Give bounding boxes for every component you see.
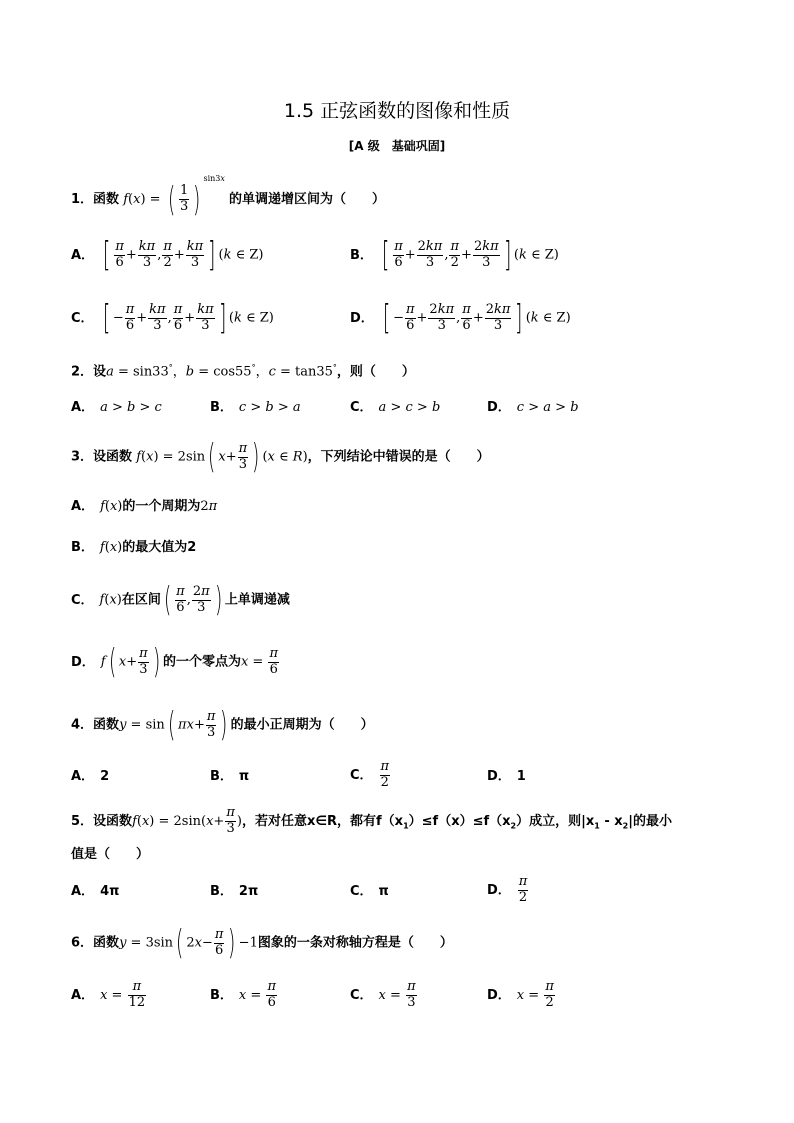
question-4-option-d[interactable]: D． 1 [487, 769, 526, 784]
question-6-option-d[interactable]: D． x = $\frac{\pi}{2}$ [487, 979, 554, 1010]
question-2-option-c[interactable]: C． a > c > b [350, 400, 441, 415]
question-6-stem: 6．函数y = 3sin( 2x− $\frac{\pi}{6}$ ) −1图象的一条对称轴方程是（ ） [71, 923, 453, 963]
page-title: 1.5 正弦函数的图像和性质 [283, 100, 511, 122]
question-1-option-b[interactable]: B． [ $\frac{\pi}{6}$ + $\frac{2k\pi}{3}$ , $\frac{\pi}{2}$ + $\frac{2k\pi}{3}$ ] (k ∈ Z) [350, 235, 559, 275]
question-3-option-d[interactable]: D． f( x+ $\frac{\pi}{3}$ ) 的一个零点为x = $\frac{\pi}{6}$ [71, 642, 279, 682]
question-3-option-b[interactable]: B． f(x)的最大值为2 [71, 540, 197, 555]
question-4-option-a[interactable]: A． 2 [71, 769, 110, 784]
question-3-option-c[interactable]: C． f(x)在区间( $\frac{\pi}{6}$ , $\frac{2\pi}{3}$ ) 上单调递减 [71, 580, 290, 620]
question-4-stem: 4．函数y = sin( πx+ $\frac{\pi}{3}$ ) 的最小正周期为（ ） [71, 705, 374, 745]
question-2-option-d[interactable]: D． c > a > b [487, 400, 579, 415]
question-4-option-c[interactable]: C． $\frac{\pi}{2}$ [350, 759, 390, 790]
question-5-option-d[interactable]: D． $\frac{\pi}{2}$ [487, 874, 528, 905]
question-5-stem: 5．设函数f(x) = 2sin(x+ $\frac{\pi}{3}$ )，若对任意x∈R，都有$f(x_1)\le f(x)\le f(x_2)$成立，则$|x_1 - x_2|$的最小 [71, 805, 672, 836]
question-1-option-d[interactable]: D． [ − $\frac{\pi}{6}$ + $\frac{2k\pi}{3}$ , $\frac{\pi}{6}$ + $\frac{2k\pi}{3}$ ] (k ∈ Z) [350, 298, 571, 338]
question-1-option-c[interactable]: C． [ − $\frac{\pi}{6}$ + $\frac{k\pi}{3}$ , $\frac{\pi}{6}$ + $\frac{k\pi}{3}$ ] (k ∈ Z) [71, 298, 274, 338]
page-subtitle: [A 级 基础巩固] [348, 139, 446, 153]
question-6-option-a[interactable]: A． x = $\frac{\pi}{12}$ [71, 979, 146, 1010]
question-1-option-a[interactable]: A． [ $\frac{\pi}{6}$ + $\frac{k\pi}{3}$ , $\frac{\pi}{2}$ + $\frac{k\pi}{3}$ ] (k ∈ Z) [71, 235, 264, 275]
question-3-stem: 3．设函数 f(x) = 2sin( x+ $\frac{\pi}{3}$ ) (x ∈ R)，下列结论中错误的是（ ） [71, 437, 490, 477]
question-6-option-b[interactable]: B． x = $\frac{\pi}{6}$ [210, 979, 276, 1010]
question-6-option-c[interactable]: C． x = $\frac{\pi}{3}$ [350, 979, 416, 1010]
question-5-option-b[interactable]: B． 2π [210, 884, 259, 899]
question-1-number: 1． [71, 192, 94, 207]
question-5-option-a[interactable]: A． 4π [71, 884, 120, 899]
question-2-option-b[interactable]: B． c > b > a [210, 400, 301, 415]
question-2-option-a[interactable]: A． a > b > c [71, 400, 162, 415]
question-5-option-c[interactable]: C． π [350, 884, 389, 899]
question-1-stem: 1．函数 f(x) = ( $\frac{1}{3}$ )$^{sin3x}$ 的单调递增区间为（ ） [71, 174, 386, 220]
question-5-stem-line2: 值是（ ） [71, 847, 150, 862]
question-3-option-a[interactable]: A． f(x)的一个周期为2π [71, 499, 218, 514]
question-4-option-b[interactable]: B． π [210, 769, 250, 784]
question-2-stem: 2．设a = sin33°，b = cos55°，c = tan35°，则（ ） [71, 363, 415, 380]
